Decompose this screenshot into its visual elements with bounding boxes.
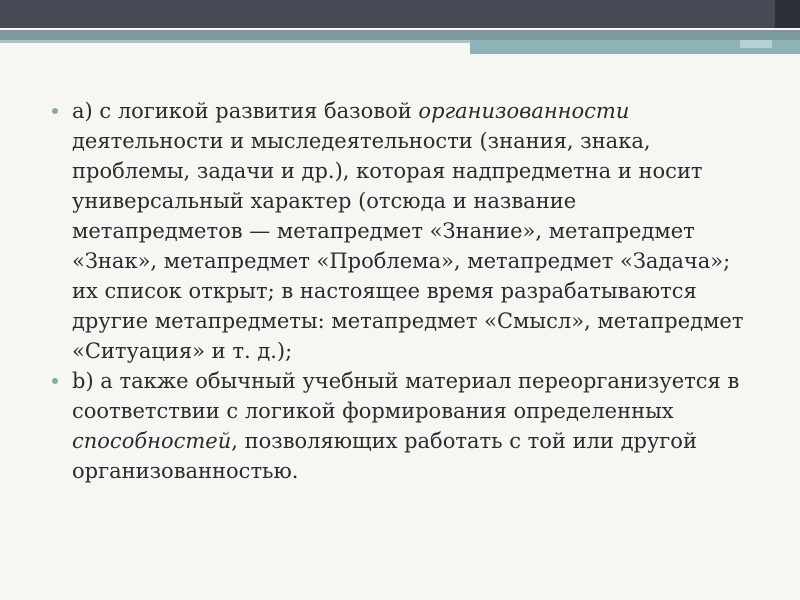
bullet-text-part: b) а также обычный учебный материал переорганизуется в соответствии с логикой формирования определенных [72,369,740,423]
header-dark-bar-right [775,0,800,28]
header-decoration [0,0,800,60]
bullet-dot-icon [52,108,58,114]
bullet-text-part: a) с логикой развития базовой [72,99,419,123]
bullet-text-italic: организованности [418,99,630,123]
header-stripe [0,30,800,40]
bullet-item-a [48,96,748,366]
bullet-text-part: деятельности и мыследеятельности (знания, знака, проблемы, задачи и др.), которая надпредметна и носит универсальный характер (отсюда и название метапредметов — метапредмет «Знание», метапредмет «Знак», метапредмет «Проблема», метапредмет «Задача»; их список открыт; в настоящее время разрабатываются другие метапредметы: метапредмет «Смысл», метапредмет «Ситуация» и т. д.); [72,129,744,363]
bullet-text-italic: способностей [72,429,232,453]
header-stripe-thin [0,40,470,43]
bullet-text [72,99,743,363]
bullet-text-part: , позволяющих работать с той или другой организованностью. [72,429,697,483]
header-stripe-light [740,40,772,48]
header-dark-bar [0,0,800,28]
bullet-list [48,96,748,486]
bullet-text [72,369,739,483]
bullet-item-b [48,366,748,486]
bullet-dot-icon [52,378,58,384]
